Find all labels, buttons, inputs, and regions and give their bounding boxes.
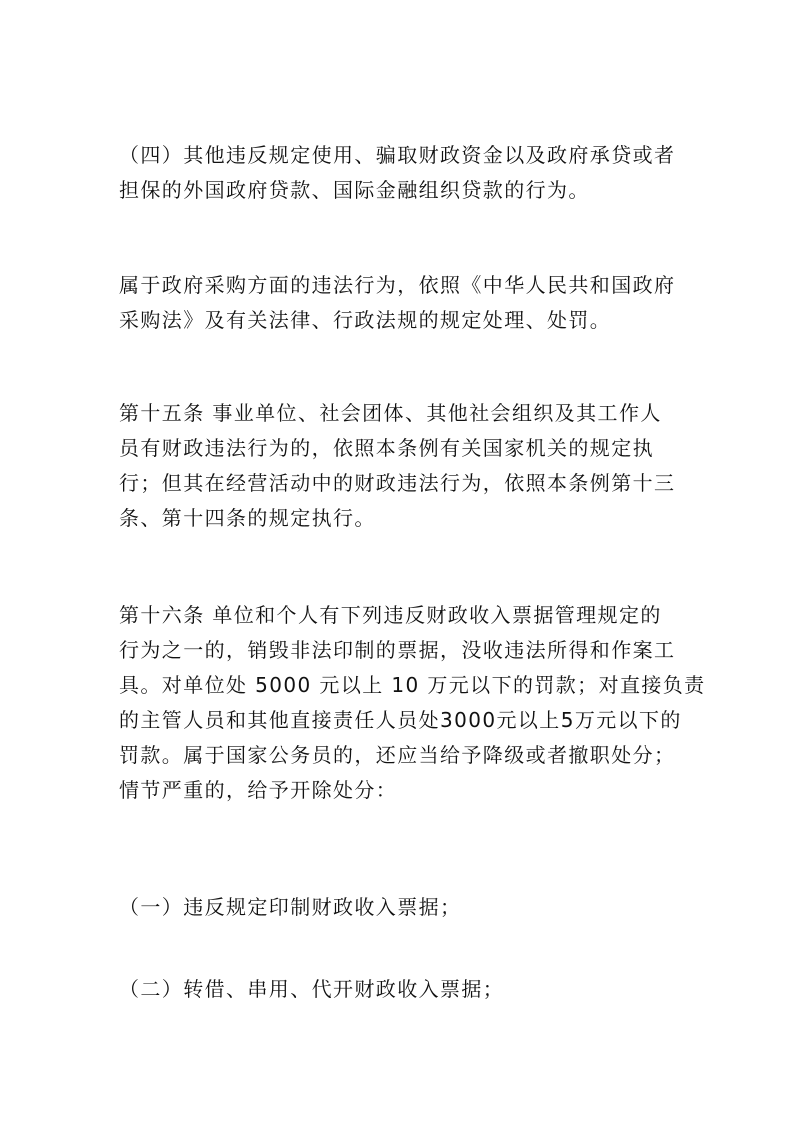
paragraph-item-2 (119, 972, 679, 1007)
text-line: 员有财政违法行为的，依照本条例有关国家机关的规定执 (119, 436, 654, 460)
text-line: 条、第十四条的规定执行。 (119, 506, 376, 530)
text-line: 第十五条 事业单位、社会团体、其他社会组织及其工作人 (119, 401, 662, 425)
text-line: 属于政府采购方面的违法行为，依照《中华人民共和国政府 (119, 273, 676, 297)
text-line: （一）违反规定印制财政收入票据； (119, 895, 462, 919)
paragraph-procurement (119, 268, 679, 338)
text-line: 罚款。属于国家公务员的，还应当给予降级或者撤职处分； (119, 743, 676, 767)
text-line: （二）转借、串用、代开财政收入票据； (119, 977, 505, 1001)
text-line: 的主管人员和其他直接责任人员处3000元以上5万元以下的 (119, 708, 682, 732)
paragraph-article-15 (119, 396, 679, 536)
text-line: 担保的外国政府贷款、国际金融组织贷款的行为。 (119, 178, 590, 202)
text-line: 第十六条 单位和个人有下列违反财政收入票据管理规定的 (119, 603, 662, 627)
text-line: 采购法》及有关法律、行政法规的规定处理、处罚。 (119, 308, 612, 332)
text-line: 具。对单位处 5000 元以上 10 万元以下的罚款；对直接负责 (119, 673, 706, 697)
text-line: 情节严重的，给予开除处分： (119, 778, 398, 802)
paragraph-article-16 (119, 598, 706, 808)
text-line: 行；但其在经营活动中的财政违法行为，依照本条例第十三 (119, 471, 676, 495)
paragraph-item-1 (119, 890, 679, 925)
text-line: 行为之一的，销毁非法印制的票据，没收违法所得和作案工 (119, 638, 676, 662)
paragraph-item-4 (119, 138, 679, 208)
text-line: （四）其他违反规定使用、骗取财政资金以及政府承贷或者 (119, 143, 676, 167)
